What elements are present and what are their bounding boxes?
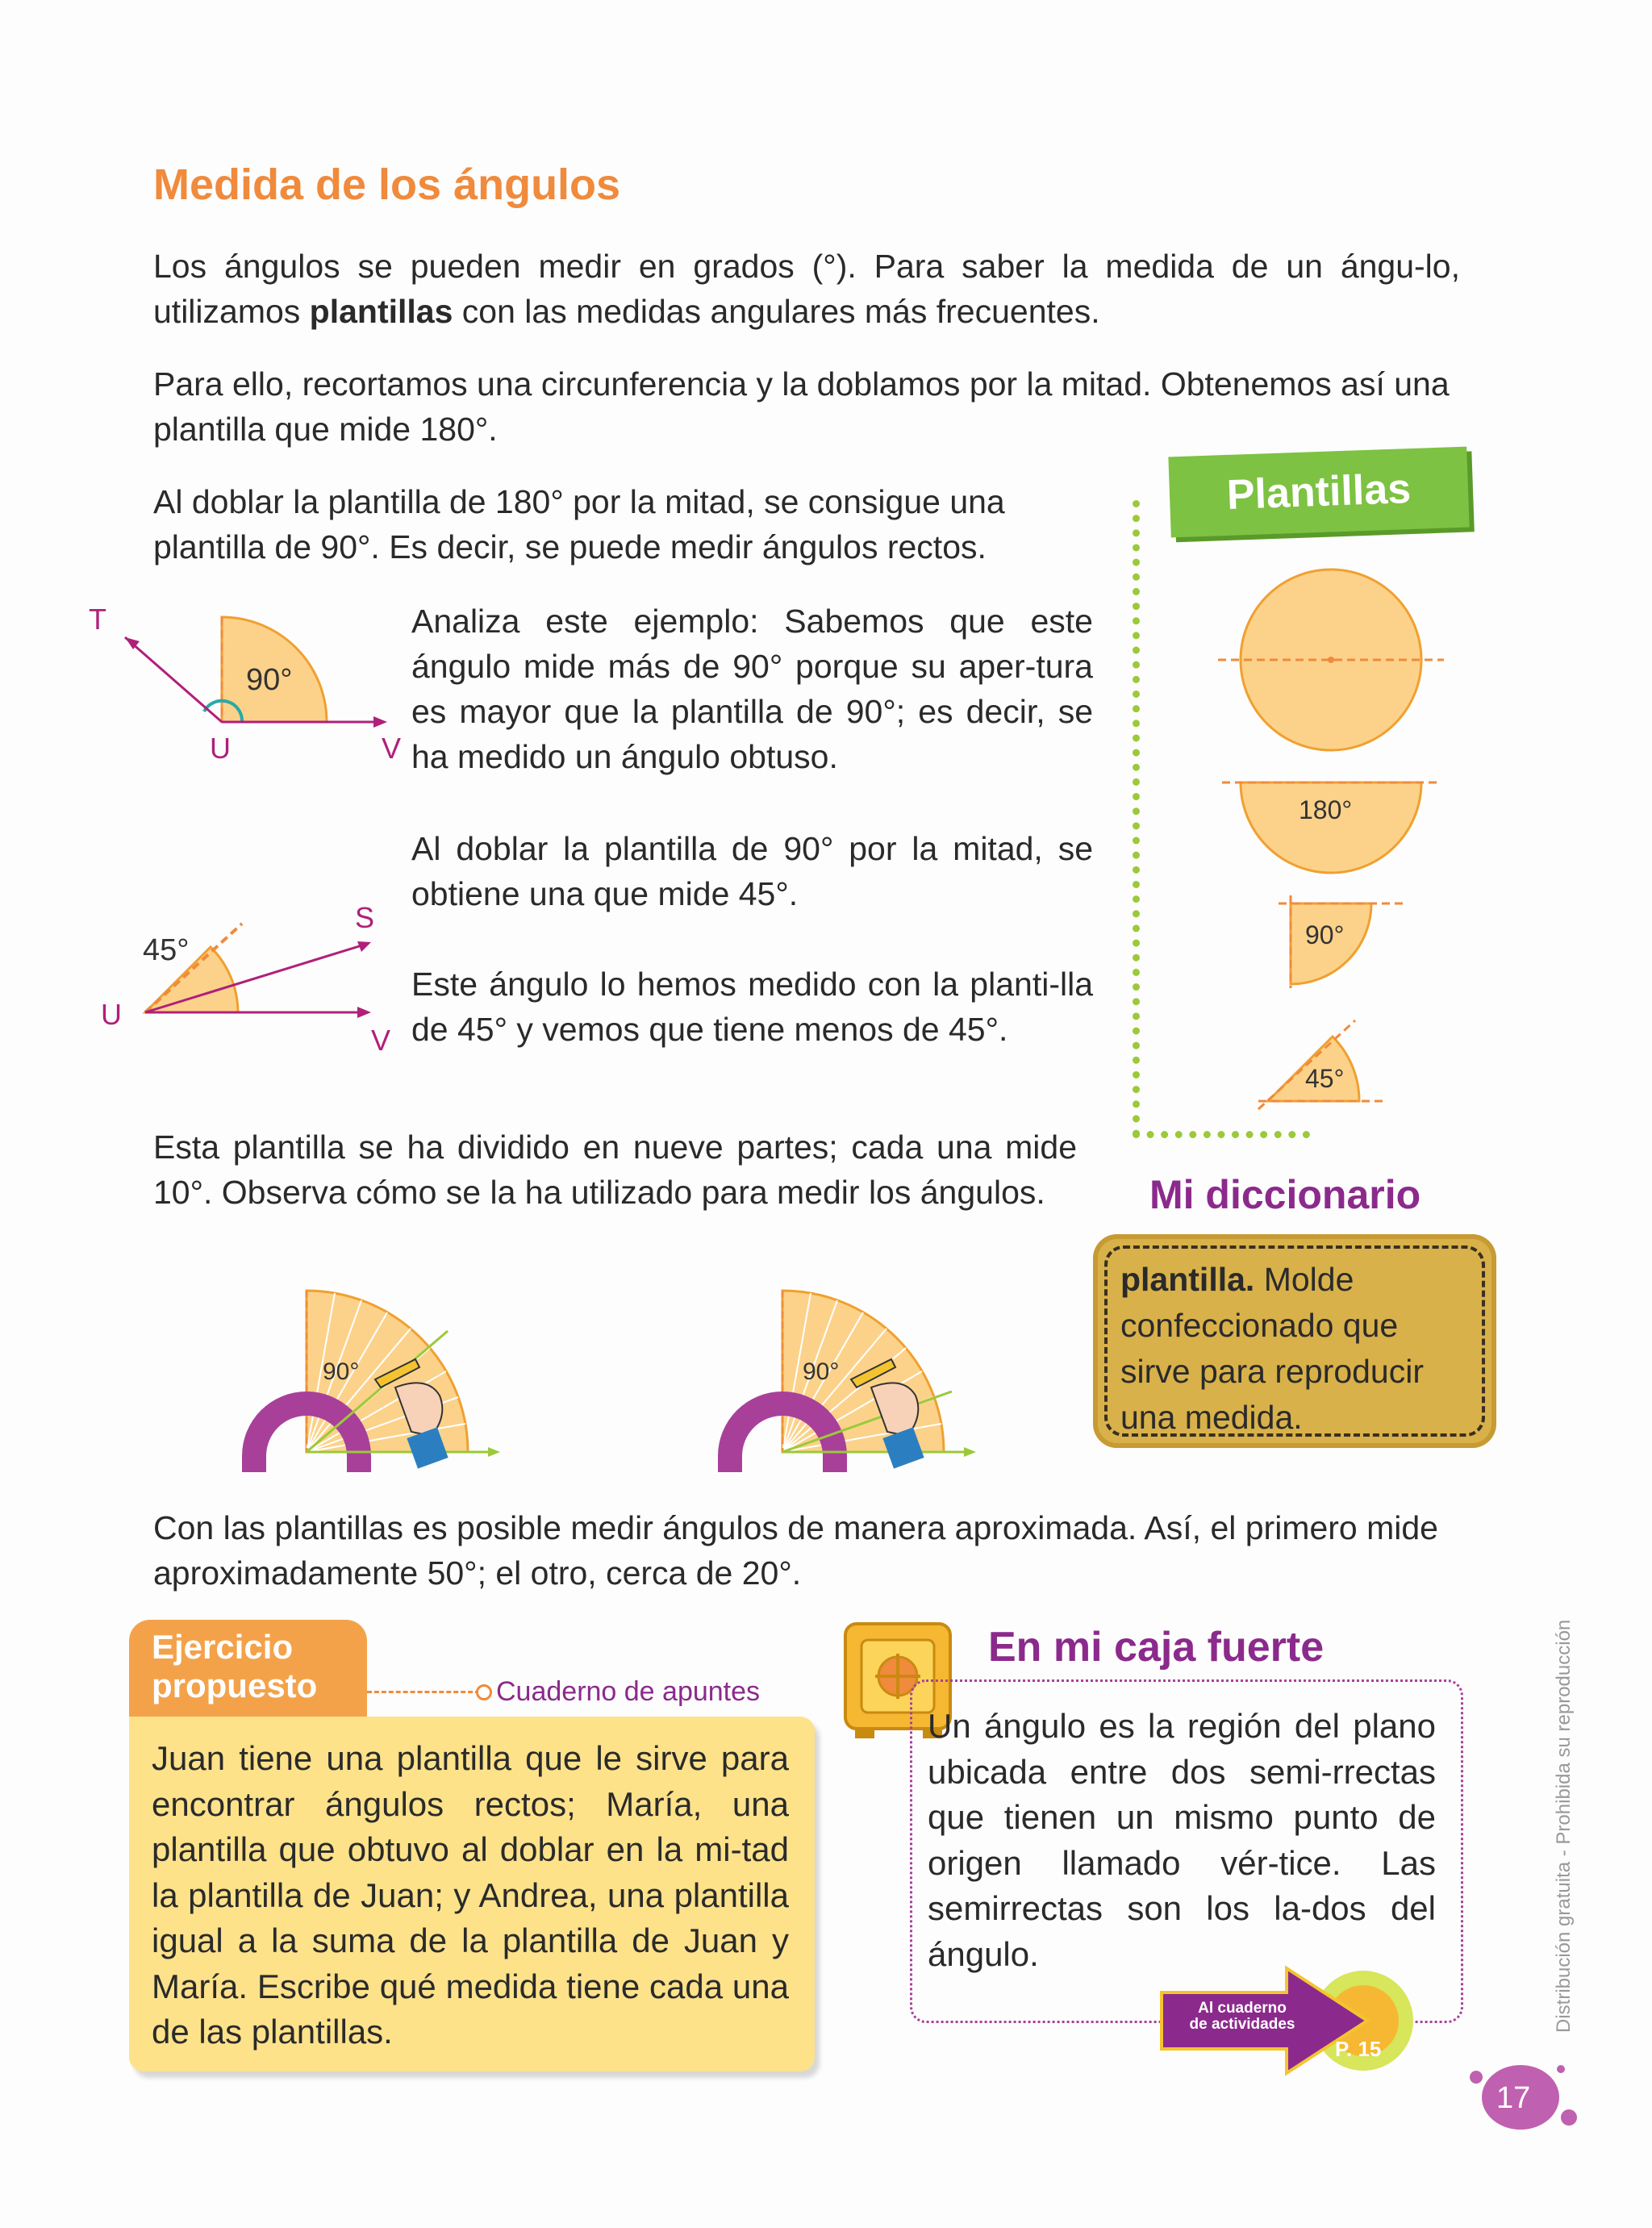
intro-paragraph [153,244,1460,334]
workbook-link-line1: Al cuaderno [1198,2000,1287,2017]
paragraph-approx: Con las plantillas es posible medir ángulos de manera aproximada. Así, el primero mide aproximadamente 50°; el otro, cerca de 20°. [153,1509,1438,1592]
paragraph-90: Al doblar la plantilla de 180° por la mitad, se consigue una plantilla de 90°. Es decir, se puede medir ángulos rectos. [153,483,1005,565]
intro-bold-term: plantillas [309,293,453,330]
plantillas-dotted-bottom [1133,1131,1310,1138]
notebook-link[interactable]: Cuaderno de apuntes [496,1676,761,1707]
label-45: 45° [143,933,190,967]
section-title: Medida de los ángulos [153,161,621,209]
page-number: 17 [1496,2081,1531,2115]
distribution-note: Distribución gratuita - Prohibida su reproducción [1553,1619,1575,2033]
paragraph-less-45: Este ángulo lo hemos medido con la planti-lla de 45° y vemos que tiene menos de 45°. [411,966,1093,1048]
exercise-tab-line1: Ejercicio [152,1628,294,1666]
label-S: S [355,901,375,934]
dictionary-box [1093,1234,1496,1448]
arrow-V2 [357,1007,371,1018]
arrow-base-2 [964,1447,976,1457]
exercise-tab-line2: propuesto [152,1667,318,1704]
figure-obtuse-angle [77,601,415,770]
safe-box-text: Un ángulo es la región del plano ubicada entre dos semi-rrectas que tienen un mismo punto de origen llamado vér-tice. Las semirrectas son los la-dos del ángulo. [928,1707,1436,1973]
label-180: 180° [1299,795,1353,824]
exercise-text: Juan tiene una plantilla que le sirve para encontrar ángulos rectos; María, una plantilla que obtuvo al doblar en la mi-tad la plantilla de Juan; y Andrea, una plantilla igual a la suma de la plantilla de Juan y María. Escribe qué medida tiene cada una de las plantillas. [152,1739,789,2051]
label-90: 90° [246,663,293,697]
plantillas-tab: Plantillas [1168,447,1469,538]
paragraph-nine-parts: Esta plantilla se ha dividido en nueve partes; cada una mide 10°. Observa cómo se la ha utilizado para medir los ángulos. [153,1129,1077,1211]
dictionary-title: Mi diccionario [1149,1172,1421,1217]
dictionary-definition [1104,1245,1485,1437]
label-90-fig3: 90° [323,1358,360,1385]
zero-mark-1: 0 [305,1459,311,1472]
label-V2: V [371,1024,391,1057]
arrow-base [488,1447,500,1457]
exercise-link-dot [476,1684,492,1700]
intro-text-a: Los ángulos se pueden medir en grados (°). Para saber la medida de un ángu-lo, utilizamos [153,248,1460,330]
zero-mark-2: 0 [781,1459,787,1472]
workbook-link[interactable] [1170,2001,1315,2033]
workbook-page-ref: P. 15 [1335,2037,1382,2061]
safe-box-title: En mi caja fuerte [988,1624,1325,1671]
workbook-link-line2: de actividades [1189,2016,1295,2033]
figure-protractor-2 [710,1283,1000,1484]
label-90-template: 90° [1305,920,1345,949]
paragraph-example: Analiza este ejemplo: Sabemos que este ángulo mide más de 90° porque su aper-tura es mayor que la plantilla de 90°; es decir, se ha medido un ángulo obtuso. [411,603,1093,775]
figure-protractor-1 [234,1283,524,1484]
circle-center [1328,657,1334,663]
arrow-S [357,941,371,952]
label-U2: U [101,998,122,1031]
plantillas-figures [1210,557,1452,1121]
figure-acute-angle [93,895,407,1057]
label-U: U [210,732,231,765]
dictionary-term: plantilla. [1120,1261,1255,1298]
paragraph-circle: Para ello, recortamos una circunferencia y la doblamos por la mitad. Obtenemos así una plantilla que mide 180°. [153,365,1450,448]
exercise-tab [129,1620,367,1717]
dictionary-text: Molde confeccionado que sirve para reproducir una medida. [1120,1261,1424,1436]
intro-text-b: con las medidas angulares más frecuentes. [453,293,1100,330]
label-T: T [89,603,106,636]
ray-UT [125,637,222,722]
label-90-fig4: 90° [803,1358,840,1385]
label-45-template: 45° [1305,1064,1345,1093]
paragraph-45: Al doblar la plantilla de 90° por la mitad, se obtiene una que mide 45°. [411,830,1093,912]
exercise-link-line [367,1691,480,1693]
plantillas-dotted-border [1133,500,1140,1137]
label-V: V [382,732,402,765]
arrow-V [373,716,387,728]
